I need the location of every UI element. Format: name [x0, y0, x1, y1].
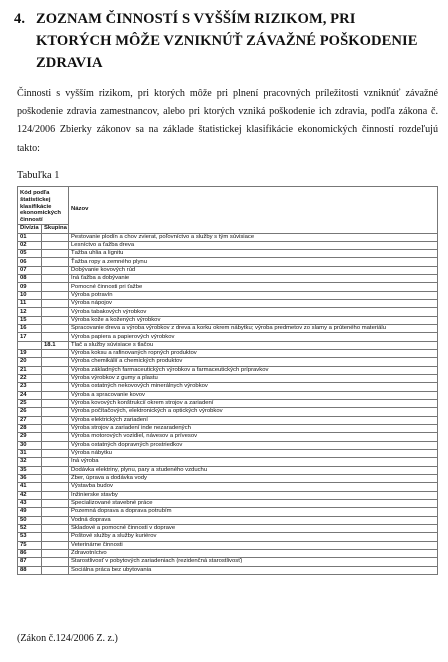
cell-skupina: [42, 241, 69, 249]
table-row: [18, 275, 438, 283]
cell-skupina: [42, 391, 69, 399]
table-row: [18, 291, 438, 299]
table-row: [18, 541, 438, 549]
cell-name: Výroba kovových konštrukcií okrem strojov a zariadení: [69, 400, 438, 408]
cell-skupina: [42, 275, 69, 283]
cell-skupina: [42, 500, 69, 508]
cell-name: Dodávka elektriny, plynu, pary a studeného vzduchu: [69, 466, 438, 474]
table-row: [18, 483, 438, 491]
cell-skupina: [42, 466, 69, 474]
cell-skupina: [42, 541, 69, 549]
table-body: [18, 233, 438, 574]
table-row: [18, 508, 438, 516]
table-row: [18, 316, 438, 324]
cell-name: Sociálna práca bez ubytovania: [69, 566, 438, 574]
cell-skupina: [42, 325, 69, 333]
table-row: [18, 533, 438, 541]
cell-name: Inžinierske stavby: [69, 491, 438, 499]
cell-name: Pomocné činnosti pri ťažbe: [69, 283, 438, 291]
cell-name: Iná výroba: [69, 458, 438, 466]
table-caption: Tabuľka 1: [17, 170, 60, 181]
activities-table-wrapper: [17, 186, 438, 575]
cell-skupina: [42, 441, 69, 449]
cell-skupina: [42, 400, 69, 408]
cell-divizia: 24: [18, 391, 42, 399]
cell-skupina: [42, 233, 69, 241]
table-row: [18, 300, 438, 308]
cell-divizia: 06: [18, 258, 42, 266]
cell-skupina: [42, 416, 69, 424]
table-row: [18, 466, 438, 474]
cell-skupina: 18.1: [42, 341, 69, 349]
cell-skupina: [42, 549, 69, 557]
cell-name: Výroba výrobkov z gumy a plastu: [69, 375, 438, 383]
table-row: [18, 558, 438, 566]
cell-divizia: 32: [18, 458, 42, 466]
table-row: [18, 433, 438, 441]
cell-skupina: [42, 308, 69, 316]
cell-skupina: [42, 283, 69, 291]
cell-name: Tlač a služby súvisiace s tlačou: [69, 341, 438, 349]
cell-divizia: 26: [18, 408, 42, 416]
table-row: [18, 241, 438, 249]
table-row: [18, 258, 438, 266]
table-row: [18, 441, 438, 449]
cell-divizia: 22: [18, 375, 42, 383]
cell-name: Veterinárne činnosti: [69, 541, 438, 549]
cell-divizia: 23: [18, 383, 42, 391]
cell-skupina: [42, 516, 69, 524]
cell-skupina: [42, 566, 69, 574]
table-row: [18, 333, 438, 341]
table-row: [18, 308, 438, 316]
cell-name: Skladové a pomocné činnosti v doprave: [69, 524, 438, 532]
cell-name: Pestovanie plodín a chov zvierat, poľovníctvo a služby s tým súvisiace: [69, 233, 438, 241]
cell-name: Výroba motorových vozidiel, návesov a prívesov: [69, 433, 438, 441]
law-reference: (Zákon č.124/2006 Z. z.): [17, 633, 118, 644]
cell-skupina: [42, 475, 69, 483]
table-row: [18, 416, 438, 424]
cell-name: Ťažba ropy a zemného plynu: [69, 258, 438, 266]
cell-divizia: 29: [18, 433, 42, 441]
cell-skupina: [42, 358, 69, 366]
cell-divizia: 42: [18, 491, 42, 499]
cell-divizia: 11: [18, 300, 42, 308]
cell-skupina: [42, 333, 69, 341]
section-title: ZOZNAM ČINNOSTÍ S VYŠŠÍM RIZIKOM, PRI KTORÝCH MÔŽE VZNIKNÚŤ ZÁVAŽNÉ POŠKODENIE ZDRAVIA: [36, 11, 418, 71]
cell-skupina: [42, 291, 69, 299]
cell-name: Pozemná doprava a doprava potrubím: [69, 508, 438, 516]
cell-name: Výstavba budov: [69, 483, 438, 491]
table-row: [18, 391, 438, 399]
activities-table: [17, 186, 438, 575]
cell-name: Výroba chemikálií a chemických produktov: [69, 358, 438, 366]
cell-divizia: 09: [18, 283, 42, 291]
cell-name: Lesníctvo a ťažba dreva: [69, 241, 438, 249]
cell-divizia: 35: [18, 466, 42, 474]
table-row: [18, 566, 438, 574]
cell-name: Zber, úprava a dodávka vody: [69, 475, 438, 483]
cell-divizia: 12: [18, 308, 42, 316]
table-header-row: [18, 187, 438, 225]
table-row: [18, 458, 438, 466]
cell-name: Výroba potravín: [69, 291, 438, 299]
cell-divizia: 49: [18, 508, 42, 516]
cell-skupina: [42, 483, 69, 491]
cell-skupina: [42, 558, 69, 566]
cell-divizia: 02: [18, 241, 42, 249]
cell-divizia: 88: [18, 566, 42, 574]
header-skupina: Skupina: [42, 225, 69, 234]
cell-divizia: 20: [18, 358, 42, 366]
table-row: [18, 375, 438, 383]
cell-name: Výroba papiera a papierových výrobkov: [69, 333, 438, 341]
cell-name: Výroba tabakových výrobkov: [69, 308, 438, 316]
section-number: 4.: [14, 11, 26, 27]
cell-divizia: 01: [18, 233, 42, 241]
cell-divizia: 36: [18, 475, 42, 483]
cell-divizia: 75: [18, 541, 42, 549]
cell-skupina: [42, 250, 69, 258]
cell-divizia: 87: [18, 558, 42, 566]
cell-divizia: 41: [18, 483, 42, 491]
table-row: [18, 475, 438, 483]
table-row: [18, 500, 438, 508]
table-row: [18, 400, 438, 408]
cell-name: Ťažba uhlia a lignitu: [69, 250, 438, 258]
cell-skupina: [42, 316, 69, 324]
cell-divizia: 17: [18, 333, 42, 341]
header-name: Názov: [69, 187, 438, 234]
table-row: [18, 283, 438, 291]
header-divizia: Divízia: [18, 225, 42, 234]
cell-skupina: [42, 433, 69, 441]
table-row: [18, 383, 438, 391]
cell-divizia: 50: [18, 516, 42, 524]
table-row: [18, 491, 438, 499]
header-code: Kód podľa štatistickej klasifikácie ekonomických činností: [18, 187, 69, 225]
table-row: [18, 325, 438, 333]
table-row: [18, 350, 438, 358]
cell-name: Dobývanie kovových rúd: [69, 266, 438, 274]
cell-name: Výroba základných farmaceutických výrobkov a farmaceutických prípravkov: [69, 366, 438, 374]
cell-skupina: [42, 533, 69, 541]
table-row: [18, 524, 438, 532]
cell-name: Spracovanie dreva a výroba výrobkov z dreva a korku okrem nábytku; výroba predmetov zo slamy a prúteného materiálu: [69, 325, 438, 333]
cell-name: Výroba nábytku: [69, 450, 438, 458]
cell-divizia: 25: [18, 400, 42, 408]
cell-skupina: [42, 491, 69, 499]
cell-skupina: [42, 408, 69, 416]
cell-skupina: [42, 425, 69, 433]
table-row: [18, 250, 438, 258]
cell-name: Starostlivosť v pobytových zariadeniach (rezidenčná starostlivosť): [69, 558, 438, 566]
cell-divizia: 15: [18, 316, 42, 324]
cell-name: Špecializované stavebné práce: [69, 500, 438, 508]
cell-name: Výroba a spracovanie kovov: [69, 391, 438, 399]
cell-name: Poštové služby a služby kuriérov: [69, 533, 438, 541]
cell-name: Výroba koksu a rafinovaných ropných produktov: [69, 350, 438, 358]
cell-skupina: [42, 258, 69, 266]
cell-divizia: 52: [18, 524, 42, 532]
cell-skupina: [42, 458, 69, 466]
cell-name: Výroba kože a kožených výrobkov: [69, 316, 438, 324]
table-row: [18, 425, 438, 433]
cell-divizia: 05: [18, 250, 42, 258]
cell-name: Výroba ostatných nekovových minerálnych výrobkov: [69, 383, 438, 391]
cell-name: Výroba nápojov: [69, 300, 438, 308]
section-heading: [14, 8, 434, 74]
cell-skupina: [42, 350, 69, 358]
table-row: [18, 358, 438, 366]
cell-skupina: [42, 300, 69, 308]
cell-name: Výroba ostatných dopravných prostriedkov: [69, 441, 438, 449]
cell-skupina: [42, 375, 69, 383]
cell-divizia: 07: [18, 266, 42, 274]
cell-name: Výroba počítačových, elektronických a optických výrobkov: [69, 408, 438, 416]
cell-divizia: 31: [18, 450, 42, 458]
cell-divizia: 30: [18, 441, 42, 449]
table-row: [18, 516, 438, 524]
cell-divizia: 21: [18, 366, 42, 374]
cell-name: Zdravotníctvo: [69, 549, 438, 557]
cell-name: Vodná doprava: [69, 516, 438, 524]
cell-divizia: 27: [18, 416, 42, 424]
cell-divizia: 53: [18, 533, 42, 541]
cell-skupina: [42, 450, 69, 458]
cell-name: Výroba strojov a zariadení inde nezaradených: [69, 425, 438, 433]
cell-divizia: 10: [18, 291, 42, 299]
table-row: [18, 366, 438, 374]
cell-name: Iná ťažba a dobývanie: [69, 275, 438, 283]
table-row: [18, 408, 438, 416]
cell-divizia: [18, 341, 42, 349]
cell-name: Výroba elektrických zariadení: [69, 416, 438, 424]
cell-divizia: 08: [18, 275, 42, 283]
cell-divizia: 19: [18, 350, 42, 358]
intro-paragraph: Činnosti s vyšším rizikom, pri ktorých môže pri plnení pracovných príležitosti vzniknúť závažné poškodenie zdravia zamestnancov, alebo pri ktorých vzniká poškodenie ich zdravia, podľa zákona č. 124/2006 Zbierky zákonov sa na základe štatistickej klasifikácie ekonomických činností rozdeľujú takto:: [17, 88, 438, 154]
cell-divizia: 86: [18, 549, 42, 557]
table-row: [18, 266, 438, 274]
table-row: [18, 341, 438, 349]
cell-divizia: 43: [18, 500, 42, 508]
cell-skupina: [42, 366, 69, 374]
cell-divizia: 16: [18, 325, 42, 333]
cell-skupina: [42, 508, 69, 516]
table-row: [18, 233, 438, 241]
cell-skupina: [42, 524, 69, 532]
table-row: [18, 450, 438, 458]
table-row: [18, 549, 438, 557]
cell-skupina: [42, 383, 69, 391]
cell-skupina: [42, 266, 69, 274]
cell-divizia: 28: [18, 425, 42, 433]
